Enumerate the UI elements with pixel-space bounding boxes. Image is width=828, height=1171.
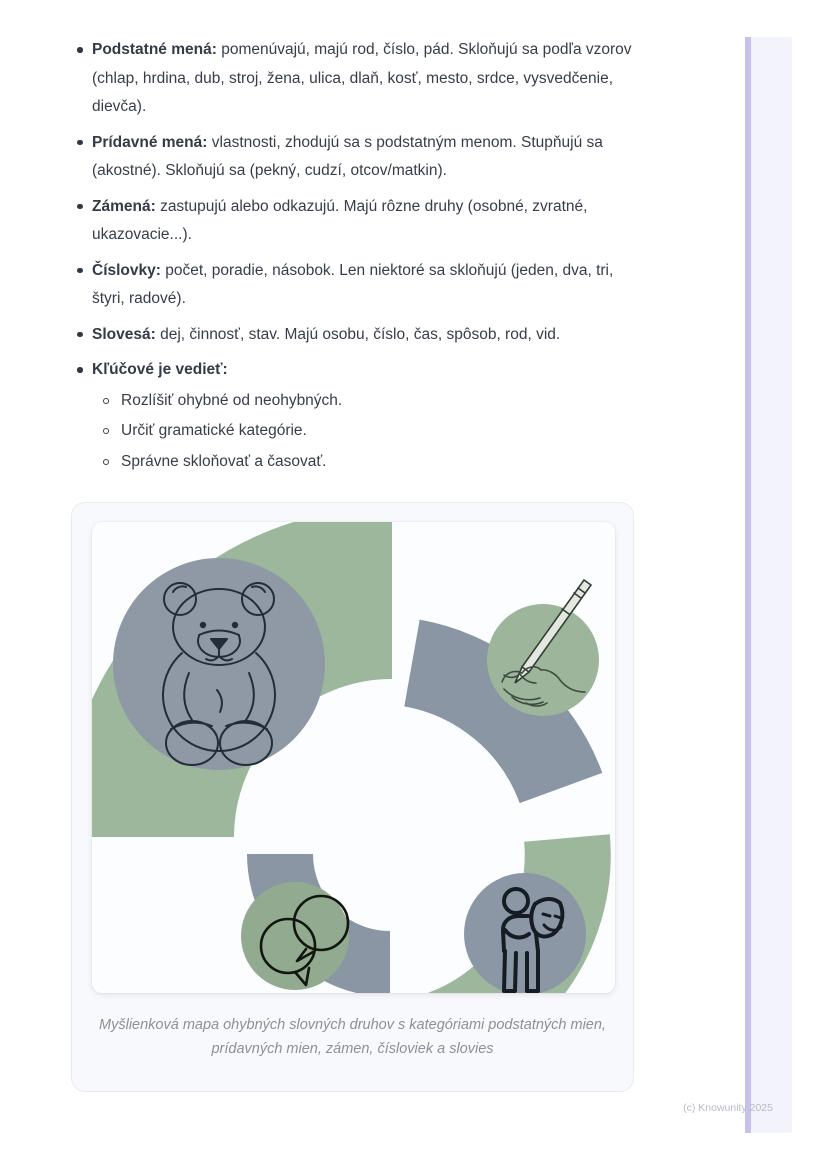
list-item-text: vlastnosti, zhodujú sa s podstatným menom. Stupňujú sa (akostné). Skloňujú sa (pekný, cudzí, otcov/matkin). — [92, 133, 603, 179]
copyright-note: (c) Knowunity 2025 — [683, 1102, 773, 1114]
sub-list-item: Správne skloňovať a časovať. — [121, 448, 634, 477]
list-item — [92, 321, 634, 350]
list-item-text: dej, činnosť, stav. Majú osobu, číslo, čas, spôsob, rod, vid. — [160, 325, 561, 343]
list-item-lead: Slovesá: — [92, 325, 156, 343]
list-item-lead: Zámená: — [92, 197, 156, 215]
list-item — [92, 129, 634, 186]
list-item-text: počet, poradie, násobok. Len niektoré sa skloňujú (jeden, dva, tri, štyri, radové). — [92, 261, 614, 307]
list-item-lead: Prídavné mená: — [92, 133, 208, 151]
list-item-text: zastupujú alebo odkazujú. Majú rôzne druhy (osobné, zvratné, ukazovacie...). — [92, 197, 588, 243]
list-item — [92, 257, 634, 314]
list-item-lead: Podstatné mená: — [92, 41, 217, 58]
key-skills-sublist — [92, 387, 634, 477]
document-content — [71, 36, 634, 1108]
sub-list-item: Rozlíšiť ohybné od neohybných. — [121, 387, 634, 416]
list-item-lead: Číslovky: — [92, 261, 161, 279]
right-margin-strip — [745, 37, 792, 1133]
list-item-lead: Kľúčové je vedieť: — [92, 361, 228, 378]
mind-map-image — [92, 522, 615, 993]
mind-map-illustration — [92, 522, 615, 993]
circle-writing — [487, 604, 599, 716]
figure-card — [71, 502, 634, 1092]
figure-caption: Myšlienková mapa ohybných slovných druhov s kategóriami podstatných mien, prídavných mien, zámen, čísloviek a slovies — [99, 1017, 606, 1057]
list-item — [92, 36, 634, 122]
list-item — [92, 356, 634, 476]
sub-list-item: Určiť gramatické kategórie. — [121, 417, 634, 446]
word-classes-list — [71, 36, 634, 476]
list-item — [92, 193, 634, 250]
list-item-text: pomenúvajú, majú rod, číslo, pád. Skloňujú sa podľa vzorov (chlap, hrdina, dub, stroj, žena, ulica, dlaň, kosť, mesto, srdce, vysvedčenie, dievča). — [92, 41, 632, 115]
